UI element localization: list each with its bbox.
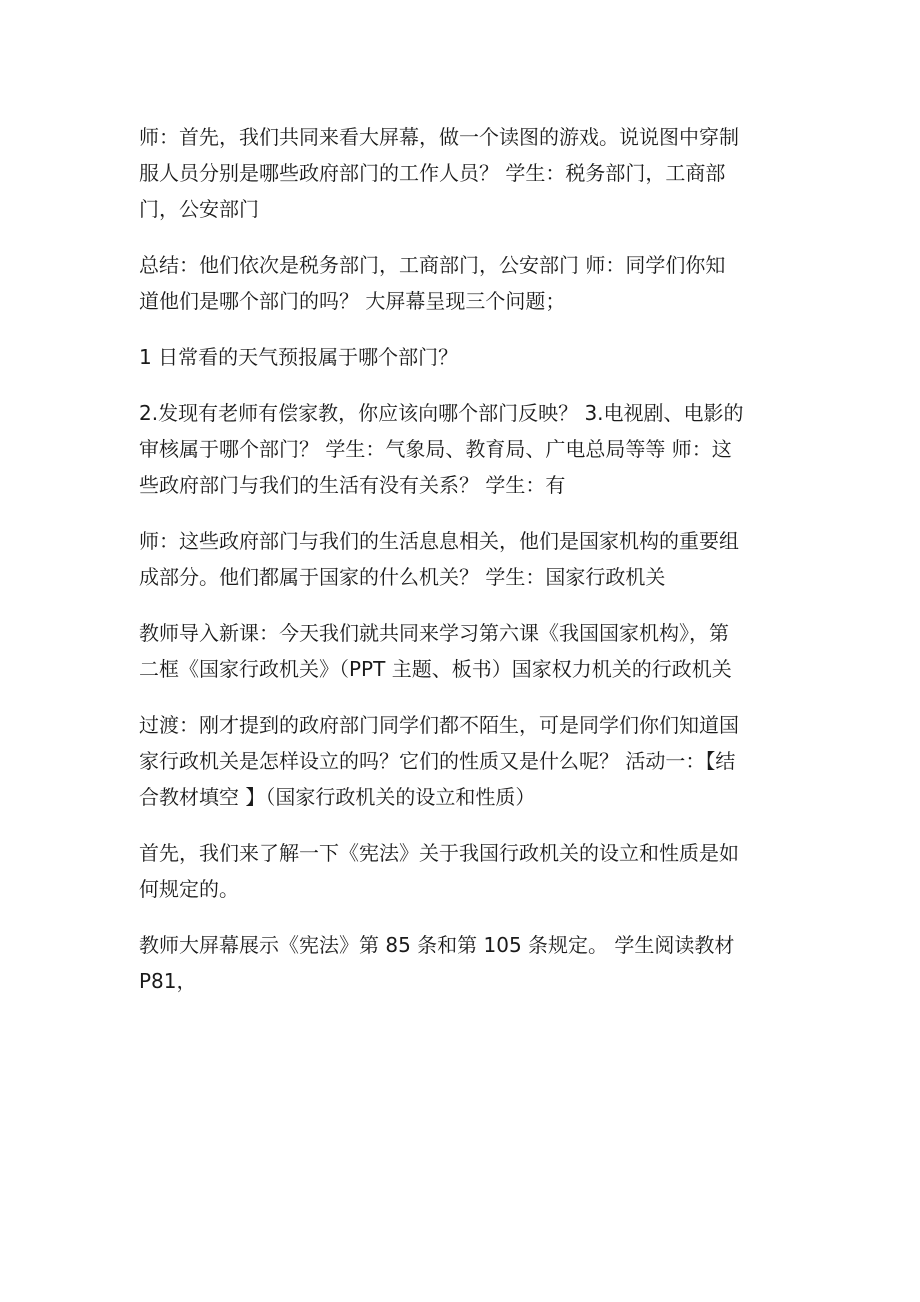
text-line: 些政府部门与我们的生活有没有关系？ 学生：有 xyxy=(139,473,566,497)
text-line: 2.发现有老师有偿家教，你应该向哪个部门反映？ 3.电视剧、电影的 xyxy=(139,401,744,425)
document-body xyxy=(139,119,784,1019)
paragraph-questions-2-3 xyxy=(139,395,784,503)
text-line: 审核属于哪个部门？ 学生：气象局、教育局、广电总局等等 师：这 xyxy=(139,437,732,461)
text-line: P81， xyxy=(139,969,197,993)
text-line: 家行政机关是怎样设立的吗？它们的性质又是什么呢？ 活动一：【结 xyxy=(139,749,736,773)
text-line: 门，公安部门 xyxy=(139,197,259,221)
text-line: 教师导入新课：今天我们就共同来学习第六课《我国国家机构》，第 xyxy=(139,621,729,645)
paragraph-transition-activity-one xyxy=(139,707,784,815)
paragraph-new-lesson-intro xyxy=(139,615,784,687)
text-line: 1 日常看的天气预报属于哪个部门？ xyxy=(139,345,459,369)
paragraph-question-1 xyxy=(139,339,784,375)
text-line: 过渡：刚才提到的政府部门同学们都不陌生，可是同学们你们知道国 xyxy=(139,713,739,737)
text-line: 师：首先，我们共同来看大屏幕，做一个读图的游戏。说说图中穿制 xyxy=(139,125,739,149)
text-line: 教师大屏幕展示《宪法》第 85 条和第 105 条规定。 学生阅读教材 xyxy=(139,933,735,957)
paragraph-government-departments xyxy=(139,523,784,595)
text-line: 二框《国家行政机关》（PPT 主题、板书）国家权力机关的行政机关 xyxy=(139,657,732,681)
text-line: 首先，我们来了解一下《宪法》关于我国行政机关的设立和性质是如 xyxy=(139,841,739,865)
text-line: 师：这些政府部门与我们的生活息息相关，他们是国家机构的重要组 xyxy=(139,529,739,553)
paragraph-intro-reading-game xyxy=(139,119,784,227)
paragraph-summary xyxy=(139,247,784,319)
text-line: 道他们是哪个部门的吗？ 大屏幕呈现三个问题； xyxy=(139,289,566,313)
text-line: 成部分。他们都属于国家的什么机关？ 学生：国家行政机关 xyxy=(139,565,666,589)
text-line: 何规定的。 xyxy=(139,877,239,901)
paragraph-constitution-articles xyxy=(139,927,784,999)
text-line: 服人员分别是哪些政府部门的工作人员？ 学生：税务部门，工商部 xyxy=(139,161,726,185)
text-line: 总结：他们依次是税务部门，工商部门，公安部门 师：同学们你知 xyxy=(139,253,726,277)
text-line: 合教材填空 】（国家行政机关的设立和性质） xyxy=(139,785,536,809)
paragraph-constitution-intro xyxy=(139,835,784,907)
